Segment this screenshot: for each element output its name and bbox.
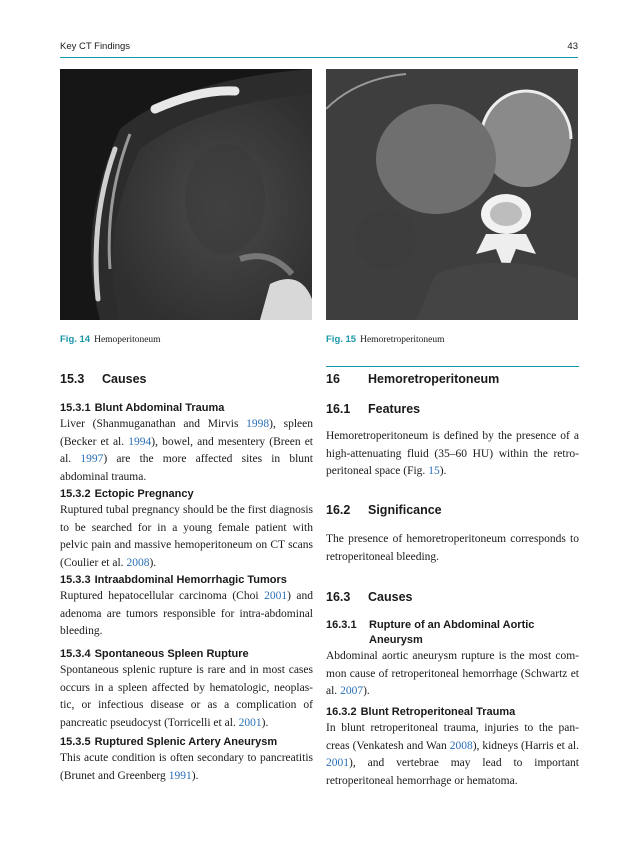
chapter-rule <box>326 366 579 367</box>
subsection-title: Spontaneous Spleen Rupture <box>94 648 249 660</box>
running-head <box>60 41 578 55</box>
figure-14-label: Fig. 14 <box>60 334 91 345</box>
ct-scan-hemoretroperitoneum <box>326 69 578 320</box>
section-16-3-2-heading <box>326 706 579 718</box>
section-title: Hemoretroperitoneum <box>368 372 500 386</box>
citation-link[interactable]: 2008 <box>449 739 473 752</box>
figure-15-ct-image <box>326 69 578 320</box>
citation-link[interactable]: 2007 <box>340 685 364 697</box>
subsection-number: 15.3.1 <box>60 402 91 414</box>
citation-link[interactable]: 2001 <box>238 716 262 729</box>
subsection-number: 15.3.5 <box>60 736 91 748</box>
section-16-3-1-text: Abdominal aortic aneurysm rupture is the most com-mon cause of retroperitoneal hemorrhage (Schwartz et al. 2007). <box>326 650 579 697</box>
subsection-title: Blunt Abdominal Trauma <box>94 402 225 414</box>
subsection-title: Rupture of an Abdominal Aortic Aneurysm <box>369 619 535 646</box>
section-15-3-4-text: Spontaneous splenic rupture is rare and in most cases occurs in a spleen affected by hematologic, neoplas-tic, or infectious disease or as a complication of pancreatic pseudocyst (Torricelli et al. 2001). <box>60 664 313 729</box>
section-15-3-heading <box>60 372 313 386</box>
section-15-3-5-text: This acute condition is often secondary to pancreatitis (Brunet and Greenberg 1991). <box>60 752 313 782</box>
section-title: Features <box>368 402 421 416</box>
figure-14-caption-text: Hemoperitoneum <box>94 335 161 345</box>
citation-link[interactable]: 2008 <box>126 556 150 569</box>
section-16-1-text: Hemoretroperitoneum is defined by the presence of a high-attenuating fluid (35–60 HU) within the retro-peritoneal space (Fig. 15). <box>326 430 579 477</box>
figure-15-caption-text: Hemoretroperitoneum <box>360 335 445 345</box>
section-number: 16 <box>326 372 340 386</box>
section-16-2-text: The presence of hemoretroperitoneum corresponds to retroperitoneal bleeding. <box>326 533 579 563</box>
section-16-3-2-text: In blunt retroperitoneal trauma, injuries to the pan-creas (Venkatesh and Wan 2008), kidneys (Harris et al. 2001), and vertebrae may lead to important retroperitoneal hemorrhage or hematoma. <box>326 722 579 787</box>
section-number: 16.3 <box>326 590 351 604</box>
ct-scan-hemoperitoneum <box>60 69 312 320</box>
subsection-number: 15.3.3 <box>60 574 91 586</box>
section-15-3-3-text: Ruptured hepatocellular carcinoma (Choi 2001) and adenoma are tumors responsible for intra-abdominal bleeding. <box>60 590 314 637</box>
section-title: Causes <box>102 372 147 386</box>
section-16-3-1-heading <box>326 618 579 648</box>
section-15-3-5-heading <box>60 736 313 748</box>
figure-link[interactable]: 15 <box>428 465 440 477</box>
section-15-3-2-heading <box>60 488 313 500</box>
section-15-3-1-text: Liver (Shanmuganathan and Mirvis 1998), spleen (Becker et al. 1994), bowel, and mesentery (Breen et al. 1997) are the more affected sites in blunt abdominal trauma. <box>60 418 313 483</box>
section-15-3-1-heading <box>60 402 313 414</box>
figure-14-ct-image <box>60 69 312 320</box>
subsection-number: 15.3.4 <box>60 648 91 660</box>
section-title: Significance <box>368 503 442 517</box>
citation-link[interactable]: 1997 <box>80 453 104 465</box>
section-16-2-heading <box>326 503 579 517</box>
section-number: 16.1 <box>326 402 351 416</box>
figure-14-caption <box>60 334 161 345</box>
section-15-3-3-heading <box>60 574 313 586</box>
citation-link[interactable]: 2001 <box>264 590 288 602</box>
section-16-3-heading <box>326 590 579 604</box>
section-16-1-heading <box>326 402 579 416</box>
subsection-title: Intraabdominal Hemorrhagic Tumors <box>94 574 287 586</box>
section-16-heading <box>326 372 579 386</box>
subsection-number: 16.3.2 <box>326 706 357 718</box>
section-15-3-4-heading <box>60 648 313 660</box>
figure-15-label: Fig. 15 <box>326 334 357 345</box>
citation-link[interactable]: 2001 <box>326 757 349 769</box>
citation-link[interactable]: 1994 <box>128 435 152 448</box>
section-number: 16.2 <box>326 503 351 517</box>
citation-link[interactable]: 1991 <box>168 769 192 782</box>
figure-15-caption <box>326 334 445 345</box>
subsection-number: 15.3.2 <box>60 488 91 500</box>
subsection-title: Ectopic Pregnancy <box>94 488 194 500</box>
header-rule <box>60 57 578 58</box>
subsection-title: Ruptured Splenic Artery Aneurysm <box>94 736 278 748</box>
section-title: Causes <box>368 590 413 604</box>
running-head-title: Key CT Findings <box>60 41 131 52</box>
page-number: 43 <box>567 41 578 52</box>
subsection-title: Blunt Retroperitoneal Trauma <box>360 706 516 718</box>
section-15-3-2-text: Ruptured tubal pregnancy should be the first diagnosis to be searched for in a young female patient with pelvic pain and massive hemoperitoneum on CT scans (Coulier et al. 2008). <box>60 504 313 569</box>
section-number: 15.3 <box>60 372 85 386</box>
citation-link[interactable]: 1998 <box>246 418 270 430</box>
subsection-number: 16.3.1 <box>326 619 357 631</box>
